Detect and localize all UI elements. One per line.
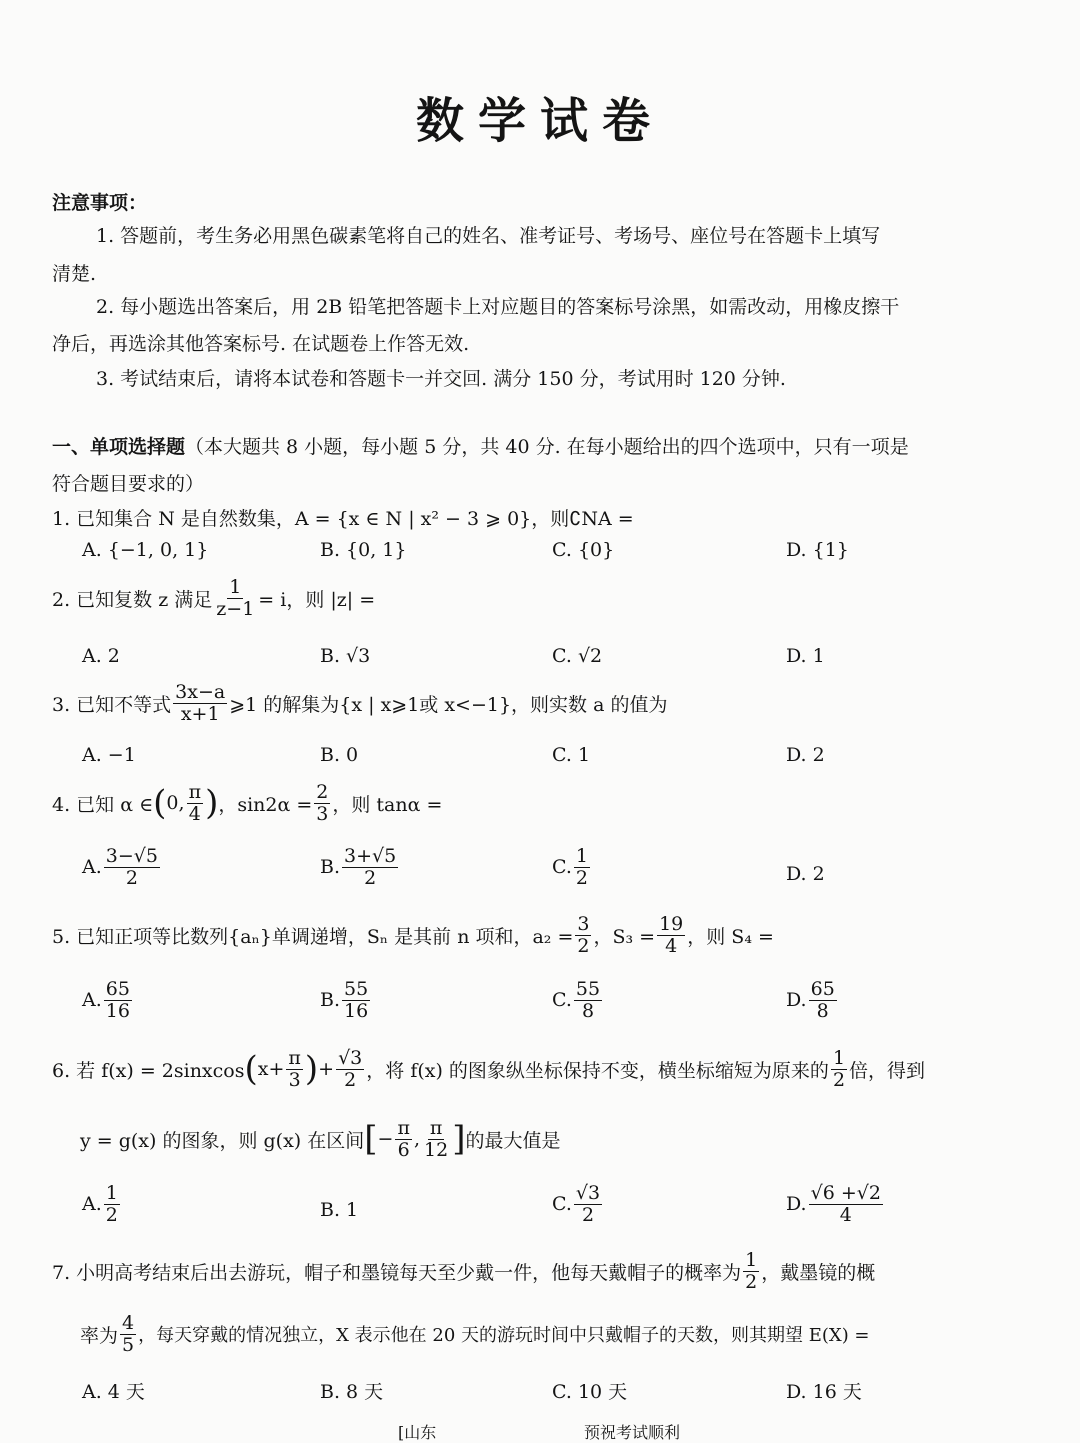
section-heading-row bbox=[52, 432, 909, 459]
q2-stem-pre: 2. 已知复数 z 满足 bbox=[52, 588, 213, 611]
notice-line-2: 2. 每小题选出答案后，用 2B 铅笔把答题卡上对应题目的答案标号涂黑，如需改动，用橡皮擦干 bbox=[96, 296, 900, 318]
q5-option-a-frac bbox=[104, 979, 132, 1022]
q7-line2-post: ，每天穿戴的情况独立，X 表示他在 20 天的游玩时间中只戴帽子的天数，则其期望 E(X) = bbox=[138, 1325, 870, 1347]
q4-option-b bbox=[320, 846, 400, 889]
q6-d-den: 4 bbox=[839, 1203, 852, 1226]
q6-frac3-den: 2 bbox=[832, 1068, 846, 1091]
q3-stem bbox=[52, 682, 667, 725]
q5-stem bbox=[52, 914, 774, 957]
q2-fraction bbox=[214, 577, 256, 620]
q7-fraction-1 bbox=[743, 1250, 759, 1293]
q6-frac4-num: π bbox=[397, 1117, 410, 1139]
q7-option-b: B. 8 天 bbox=[320, 1381, 384, 1403]
q6-plus: + bbox=[318, 1058, 335, 1081]
q2-stem-post: = i，则 |z| = bbox=[258, 588, 376, 611]
q5-option-b-letter: B. bbox=[320, 989, 341, 1012]
q1-option-b: B. {0, 1} bbox=[320, 539, 407, 561]
q6-option-d-letter: D. bbox=[786, 1193, 807, 1216]
q5-option-d-letter: D. bbox=[786, 989, 807, 1012]
q5-frac1-den: 2 bbox=[577, 934, 590, 957]
q7-stem-post: ，戴墨镜的概 bbox=[761, 1261, 876, 1284]
q6-fraction-2 bbox=[336, 1048, 364, 1091]
q3-fraction bbox=[173, 682, 227, 725]
q7-frac2-den: 5 bbox=[122, 1333, 135, 1356]
q5-option-d bbox=[786, 979, 839, 1022]
q5-b-num: 55 bbox=[344, 978, 369, 1000]
q2-option-b: B. √3 bbox=[320, 645, 371, 667]
q5-option-c bbox=[552, 979, 604, 1022]
q7-option-a: A. 4 天 bbox=[82, 1381, 145, 1403]
q3-stem-pre: 3. 已知不等式 bbox=[52, 693, 172, 716]
q6-d-num: √6 +√2 bbox=[810, 1182, 881, 1204]
q6-frac3-num: 1 bbox=[832, 1047, 846, 1069]
q4-option-b-letter: B. bbox=[320, 856, 341, 879]
q6-stem-line-1 bbox=[52, 1048, 925, 1091]
q3-frac-num: 3x−a bbox=[175, 681, 226, 703]
q5-frac1-num: 3 bbox=[577, 913, 590, 935]
q5-c-den: 8 bbox=[581, 999, 595, 1022]
q4-stem-pre: 4. 已知 α ∈ bbox=[52, 793, 154, 816]
q4-paren-close: ) bbox=[205, 783, 219, 824]
q3-option-a: A. −1 bbox=[82, 744, 136, 766]
q6-bracket-close: ] bbox=[452, 1119, 466, 1160]
q4-frac1-num: π bbox=[188, 781, 202, 803]
q6-frac1-den: 3 bbox=[288, 1068, 301, 1091]
q7-stem-line-2 bbox=[80, 1313, 870, 1356]
notice-line-3: 3. 考试结束后，请将本试卷和答题卡一并交回. 满分 150 分，考试用时 120 分钟. bbox=[96, 368, 786, 390]
q7-stem-line-1 bbox=[52, 1250, 875, 1293]
q5-option-c-frac bbox=[574, 979, 602, 1022]
q6-option-c-frac bbox=[574, 1183, 602, 1226]
notice-heading: 注意事项： bbox=[52, 192, 148, 214]
q5-stem-post: ，则 S₄ = bbox=[687, 925, 774, 948]
q4-b-num: 3+√5 bbox=[344, 845, 397, 867]
q1-option-c: C. {0} bbox=[552, 539, 615, 561]
q7-frac1-num: 1 bbox=[745, 1249, 758, 1271]
q4-option-b-frac bbox=[342, 846, 398, 889]
q5-d-den: 8 bbox=[816, 999, 829, 1022]
q7-stem-pre: 7. 小明高考结束后出去游玩，帽子和墨镜每天至少戴一件，他每天戴帽子的概率为 bbox=[52, 1261, 742, 1284]
q1-option-a: A. {−1, 0, 1} bbox=[82, 539, 209, 561]
section-desc-2: 符合题目要求的） bbox=[52, 473, 205, 495]
q6-option-c bbox=[552, 1183, 604, 1226]
q4-option-c-frac bbox=[574, 846, 590, 889]
q4-option-c-letter: C. bbox=[552, 856, 572, 879]
q3-option-d: D. 2 bbox=[786, 744, 825, 766]
q6-option-a-letter: A. bbox=[82, 1193, 102, 1216]
q2-stem bbox=[52, 577, 375, 620]
q2-option-a: A. 2 bbox=[82, 645, 120, 667]
q6-fraction-5 bbox=[422, 1118, 450, 1161]
q4-c-num: 1 bbox=[575, 845, 588, 867]
q1-option-d: D. {1} bbox=[786, 539, 849, 561]
q7-frac1-den: 2 bbox=[745, 1270, 758, 1293]
q6-c-den: 2 bbox=[581, 1203, 595, 1226]
q6-bracket-open: [ bbox=[364, 1119, 378, 1160]
q6-frac5-num: π bbox=[429, 1117, 443, 1139]
notice-line-1: 1. 答题前，考生务必用黑色碳素笔将自己的姓名、准考证号、考场号、座位号在答题卡上填写 bbox=[96, 225, 881, 247]
q6-frac2-den: 2 bbox=[344, 1068, 357, 1091]
q4-option-a-letter: A. bbox=[82, 856, 102, 879]
q6-inner: x+ bbox=[257, 1058, 285, 1081]
q7-fraction-2 bbox=[120, 1313, 136, 1356]
q5-option-a bbox=[82, 979, 134, 1022]
q6-minus: − bbox=[377, 1128, 394, 1151]
q2-option-d: D. 1 bbox=[786, 645, 825, 667]
q4-fraction-2 bbox=[314, 782, 330, 825]
q6-fraction-1 bbox=[286, 1048, 303, 1091]
q4-interval-start: 0, bbox=[166, 792, 185, 815]
q4-frac2-num: 2 bbox=[316, 781, 329, 803]
q4-option-c bbox=[552, 846, 592, 889]
q7-line2-pre: 率为 bbox=[80, 1324, 119, 1347]
q5-d-num: 65 bbox=[810, 978, 835, 1000]
q5-frac2-num: 19 bbox=[659, 913, 684, 935]
q6-fraction-3 bbox=[831, 1048, 847, 1091]
q6-option-b: B. 1 bbox=[320, 1199, 359, 1221]
q5-a-num: 65 bbox=[105, 978, 130, 1000]
q6-option-d-frac bbox=[809, 1183, 883, 1226]
q6-comma: , bbox=[413, 1128, 420, 1151]
q4-fraction-1 bbox=[187, 782, 204, 825]
q6-frac2-num: √3 bbox=[338, 1047, 363, 1069]
q5-a-den: 16 bbox=[105, 999, 130, 1022]
q6-frac5-den: 12 bbox=[424, 1138, 449, 1161]
q4-b-den: 2 bbox=[364, 866, 377, 889]
q6-option-c-letter: C. bbox=[552, 1193, 572, 1216]
q6-stem-post: ，将 f(x) 的图象纵坐标保持不变，横坐标缩短为原来的 bbox=[366, 1059, 829, 1082]
q5-option-d-frac bbox=[809, 979, 837, 1022]
notice-line-2b: 净后，再选涂其他答案标号. 在试题卷上作答无效. bbox=[52, 333, 470, 355]
q6-line2-pre: y = g(x) 的图象，则 g(x) 在区间 bbox=[80, 1129, 365, 1152]
q2-frac-num: 1 bbox=[229, 576, 242, 598]
q6-frac1-num: π bbox=[288, 1047, 301, 1069]
q6-a-den: 2 bbox=[105, 1203, 118, 1226]
q4-paren-open: ( bbox=[153, 783, 167, 824]
q6-paren-open: ( bbox=[244, 1049, 258, 1090]
q5-option-b-frac bbox=[342, 979, 370, 1022]
q6-line2-post: 的最大值是 bbox=[465, 1129, 561, 1152]
page-title: 数学试卷 bbox=[415, 93, 664, 149]
q6-option-a bbox=[82, 1183, 122, 1226]
q4-c-den: 2 bbox=[575, 866, 588, 889]
q3-option-c: C. 1 bbox=[552, 744, 591, 766]
q6-stem-line-2 bbox=[80, 1118, 560, 1161]
q5-c-num: 55 bbox=[575, 978, 601, 1000]
notice-line-1b: 清楚. bbox=[52, 263, 97, 285]
q4-frac1-den: 4 bbox=[188, 802, 201, 825]
q5-option-b bbox=[320, 979, 372, 1022]
q4-frac2-den: 3 bbox=[316, 802, 329, 825]
q7-option-c: C. 10 天 bbox=[552, 1381, 628, 1403]
q4-a-num: 3−√5 bbox=[105, 845, 158, 867]
q4-a-den: 2 bbox=[125, 866, 138, 889]
q4-stem-post: ，则 tanα = bbox=[332, 793, 443, 816]
q5-b-den: 16 bbox=[344, 999, 369, 1022]
q4-stem-mid: ，sin2α = bbox=[218, 793, 313, 816]
q5-fraction-2 bbox=[657, 914, 685, 957]
q5-stem-pre: 5. 已知正项等比数列{aₙ}单调递增，Sₙ 是其前 n 项和，a₂ = bbox=[52, 925, 574, 948]
q3-frac-den: x+1 bbox=[180, 702, 220, 725]
q2-option-c: C. √2 bbox=[552, 645, 603, 667]
q6-stem-pre: 6. 若 f(x) = 2sinxcos bbox=[52, 1059, 245, 1082]
q6-option-a-frac bbox=[104, 1183, 120, 1226]
q6-c-num: √3 bbox=[575, 1182, 601, 1204]
q7-option-d: D. 16 天 bbox=[786, 1381, 862, 1403]
q6-fraction-4 bbox=[395, 1118, 412, 1161]
q2-frac-den: z−1 bbox=[216, 597, 255, 620]
q6-option-d bbox=[786, 1183, 885, 1226]
q4-option-a-frac bbox=[104, 846, 160, 889]
section-heading: 一、单项选择题 bbox=[52, 436, 186, 458]
q5-frac2-den: 4 bbox=[665, 934, 678, 957]
q6-stem-post2: 倍，得到 bbox=[849, 1059, 926, 1082]
q3-stem-post: ⩾1 的解集为{x | x⩾1或 x<−1}，则实数 a 的值为 bbox=[229, 693, 668, 716]
q3-option-b: B. 0 bbox=[320, 744, 359, 766]
q5-stem-mid: ，S₃ = bbox=[593, 925, 656, 948]
q4-option-a bbox=[82, 846, 162, 889]
footer-left: [山东 bbox=[398, 1423, 437, 1442]
q6-paren-close: ) bbox=[304, 1049, 319, 1090]
q4-option-d: D. 2 bbox=[786, 863, 825, 885]
footer-right: 预祝考试顺利 bbox=[584, 1423, 681, 1442]
q6-a-num: 1 bbox=[105, 1182, 118, 1204]
q6-frac4-den: 6 bbox=[397, 1138, 410, 1161]
q4-stem bbox=[52, 782, 442, 825]
q1-stem: 1. 已知集合 N 是自然数集，A = {x ∈ N | x² − 3 ⩾ 0}，则∁NA = bbox=[52, 508, 634, 530]
section-desc: （本大题共 8 小题，每小题 5 分，共 40 分. 在每小题给出的四个选项中，只有一项是 bbox=[185, 436, 909, 458]
q5-fraction-1 bbox=[575, 914, 591, 957]
q7-frac2-num: 4 bbox=[122, 1312, 135, 1334]
q5-option-c-letter: C. bbox=[552, 989, 572, 1012]
q5-option-a-letter: A. bbox=[82, 989, 102, 1012]
